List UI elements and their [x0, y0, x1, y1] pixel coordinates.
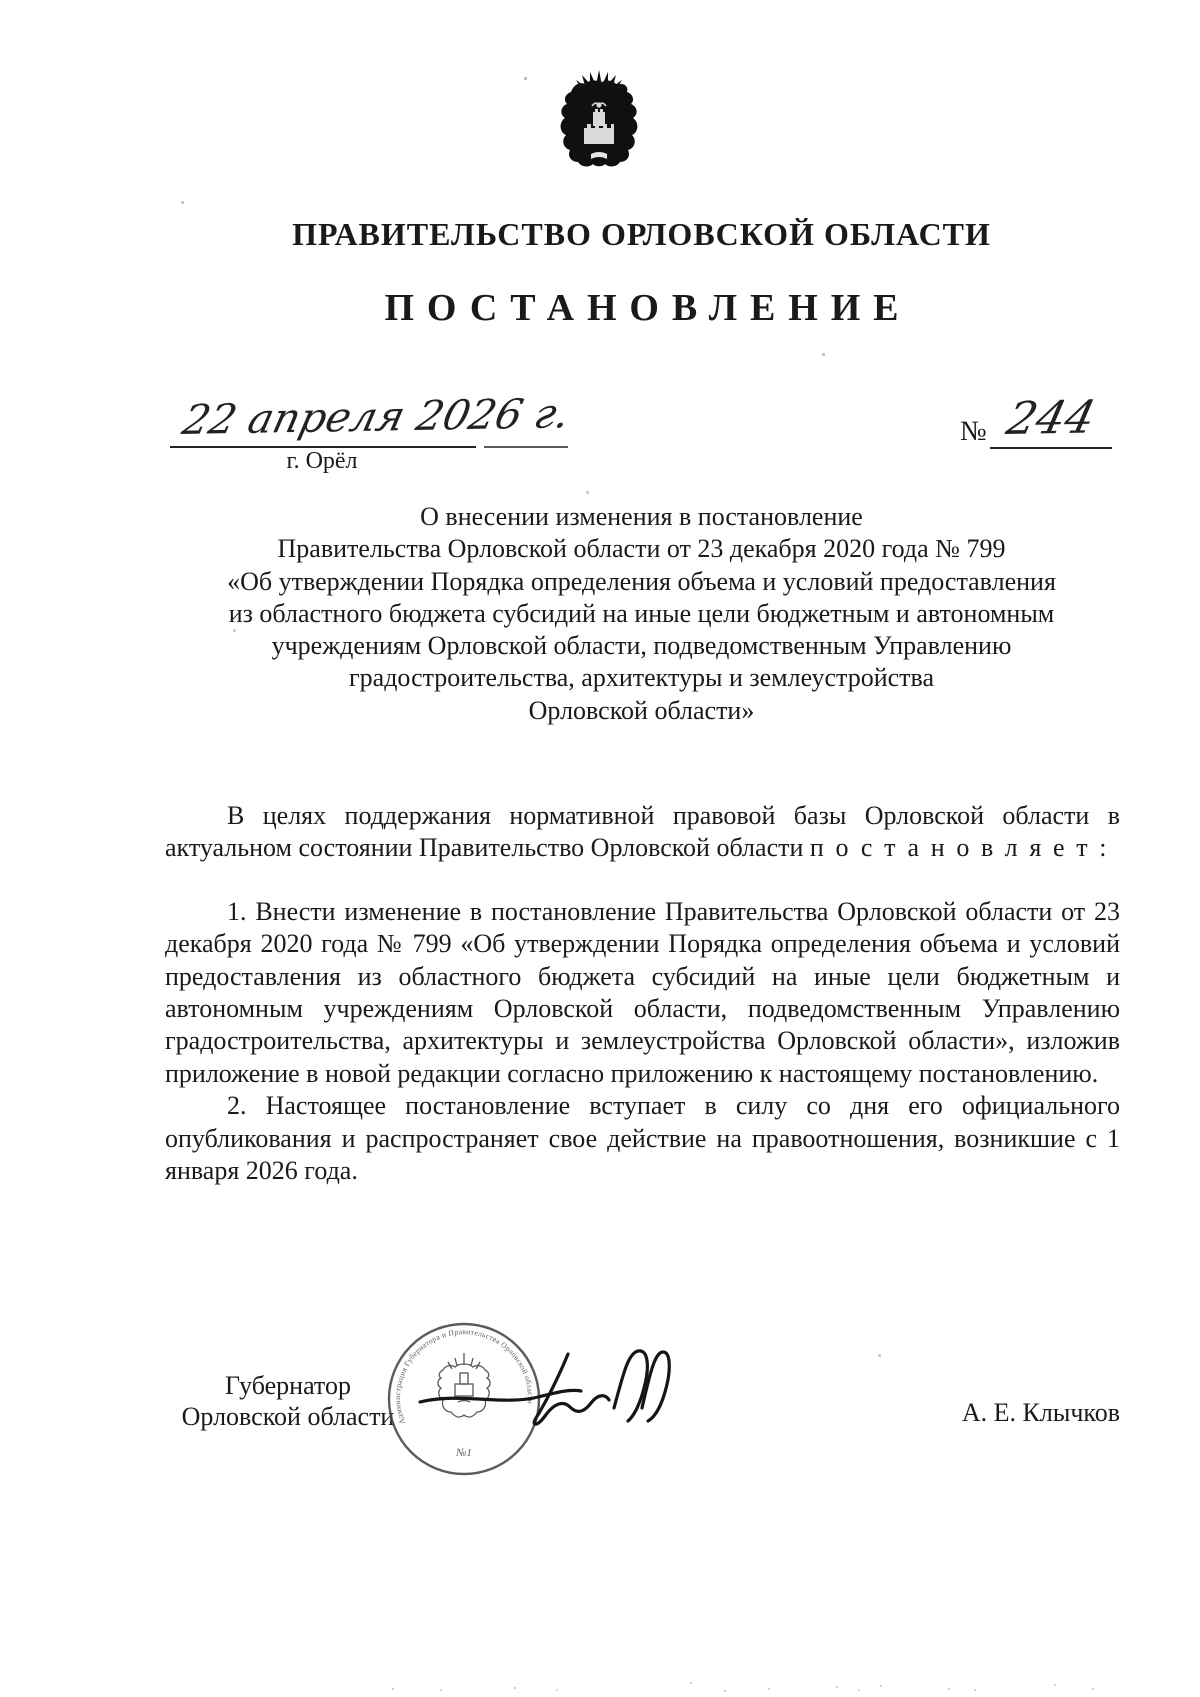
subject-line: Орловской области»	[528, 695, 755, 725]
signature-autograph	[418, 1344, 688, 1448]
subject-line: учреждениям Орловской области, подведомственным Управлению	[271, 631, 1012, 661]
intro-paragraph	[165, 800, 1120, 865]
clause-2-paragraph: 2. Настоящее постановление вступает в силу со дня его официального опубликования и распространяет свое действие на правоотношения, возникшие с 1 января 2026 года.	[165, 1091, 1120, 1186]
date-underline-segment	[484, 446, 568, 448]
subject-line: «Об утверждении Порядка определения объема и условий предоставления	[227, 566, 1056, 596]
intro-text: В целях поддержания нормативной правовой базы Орловской области в актуальном состоянии Правительство Орловской области	[165, 801, 1120, 863]
clause-1-paragraph: 1. Внести изменение в постановление Правительства Орловской области от 23 декабря 2020 года № 799 «Об утверждении Порядка определения объема и условий предоставления из областного бюджета субсидий на иные цели бюджетным и автономным учреждениям Орловской области, подведомственным Управлению градостроительства, архитектуры и землеустройства Орловской области», изложив приложение в новой редакции согласно приложению к настоящему постановлению.	[165, 896, 1120, 1088]
scan-noise	[392, 1686, 394, 1688]
document-type-heading: ПОСТАНОВЛЕНИЕ	[384, 287, 912, 329]
handwritten-number: 244	[1002, 390, 1101, 445]
number-sign-label: №	[960, 416, 987, 447]
subject-block	[124, 501, 1159, 727]
signatory-name: А. Е. Клычков	[961, 1398, 1120, 1427]
signatory-title-line1: Губернатор	[225, 1371, 351, 1400]
subject-line: О внесении изменения в постановление	[420, 502, 863, 531]
number-underline	[990, 447, 1112, 449]
government-name-heading: ПРАВИТЕЛЬСТВО ОРЛОВСКОЙ ОБЛАСТИ	[292, 216, 991, 252]
stamp-ring-text: Администрация Губернатора и Правительства Орловской области	[392, 1327, 536, 1426]
decree-body	[165, 800, 1120, 1187]
subject-line: из областного бюджета субсидий на иные цели бюджетным и автономным	[228, 598, 1055, 628]
oryol-coat-of-arms-icon	[557, 70, 641, 168]
resolves-word: постановляет:	[809, 833, 1119, 863]
signatory-title	[176, 1370, 400, 1432]
handwritten-date: 22 апреля 2026 г.	[178, 389, 575, 444]
city-label: г. Орёл	[286, 448, 358, 474]
scan-speck-artifacts	[0, 0, 3, 3]
stamp-number: №1	[456, 1447, 472, 1459]
subject-line: градостроительства, архитектуры и землеустройства	[348, 663, 934, 693]
subject-line: Правительства Орловской области от 23 декабря 2020 года № 799	[277, 534, 1006, 564]
signatory-title-line2: Орловской области	[181, 1402, 395, 1431]
